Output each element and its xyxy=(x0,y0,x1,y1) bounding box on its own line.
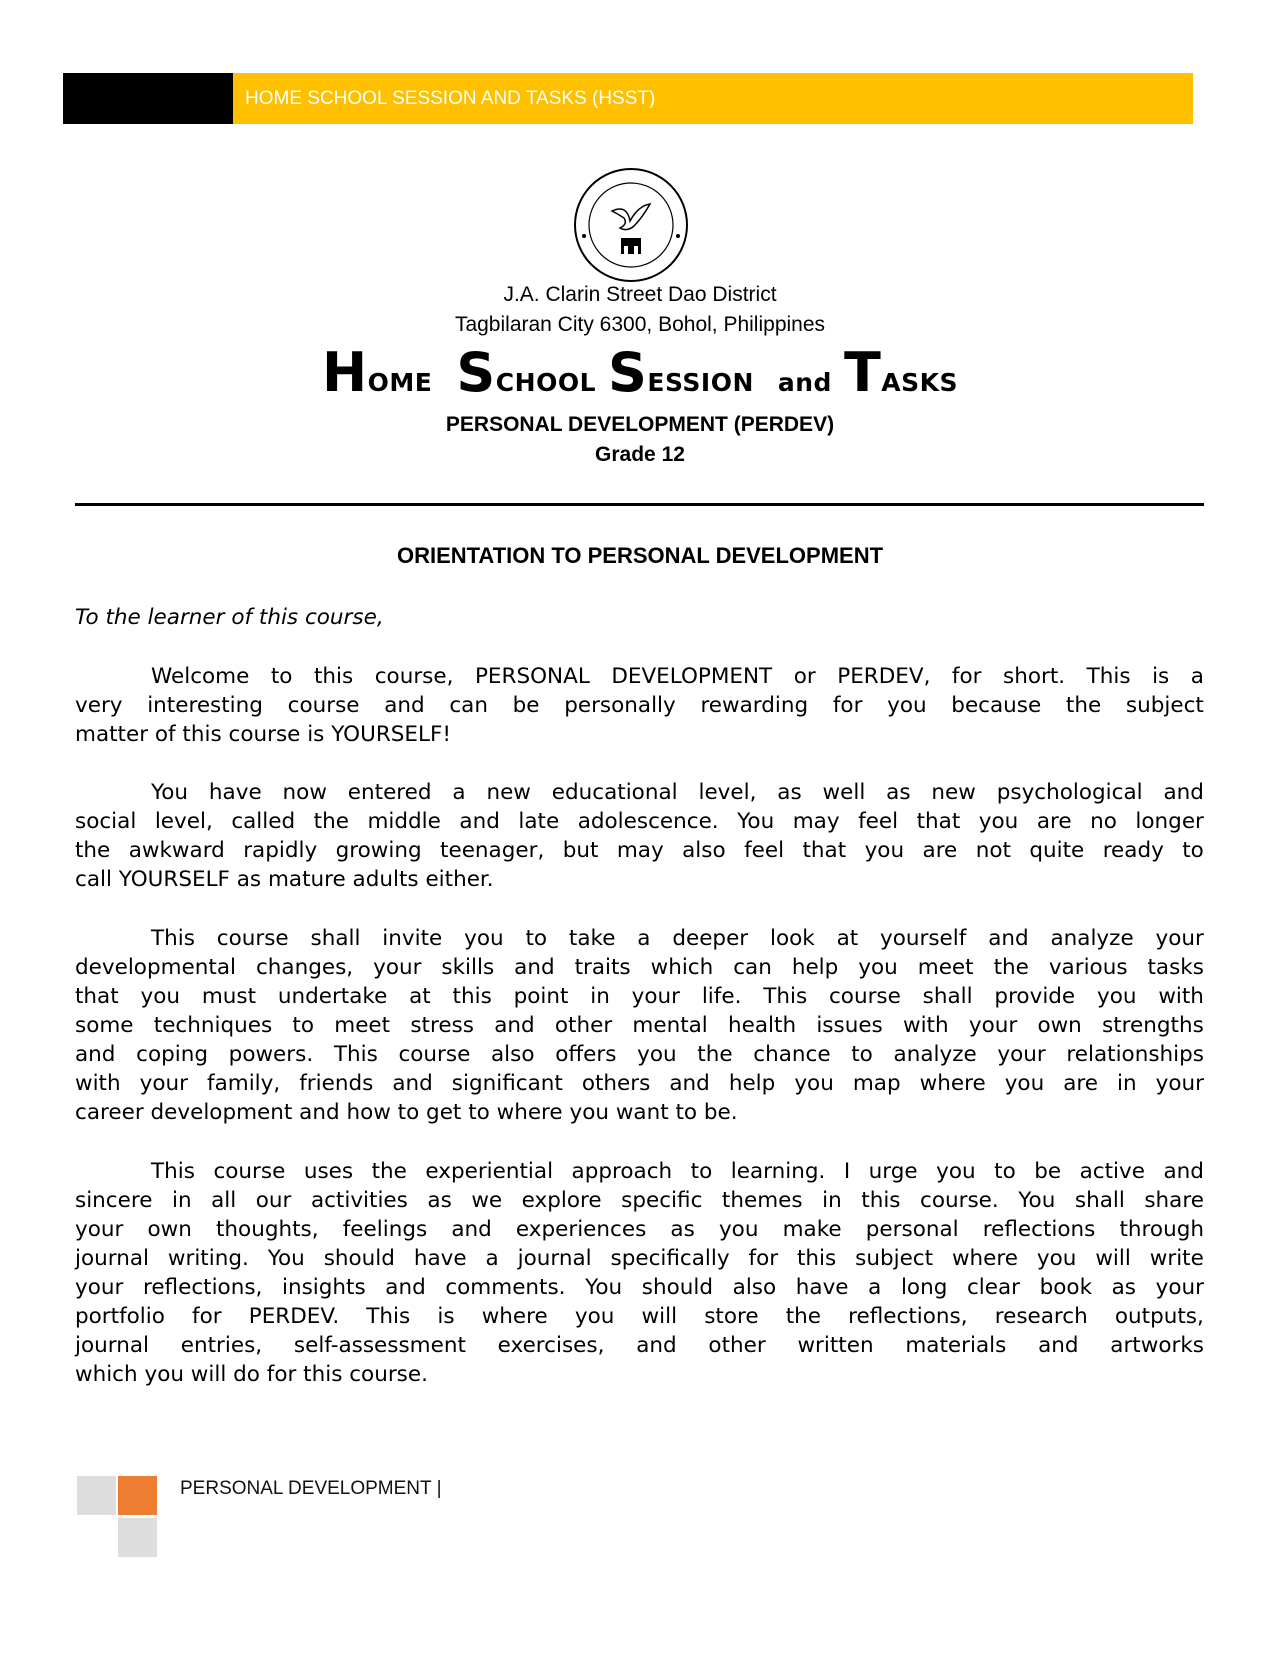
paragraph-line: matter of this course is YOURSELF! xyxy=(75,722,451,747)
footer-square-gray xyxy=(118,1518,157,1557)
document-title xyxy=(0,341,1280,404)
paragraph-line: which you will do for this course. xyxy=(75,1362,428,1387)
paragraph-line: that you must undertake at this point in your life. This course shall provide you with xyxy=(75,984,1204,1009)
paragraph-line: very interesting course and can be personally rewarding for you because the subject xyxy=(75,693,1204,718)
paragraph-line: some techniques to meet stress and other mental health issues with your own strengths xyxy=(75,1013,1204,1038)
footer-square-gray xyxy=(77,1476,116,1515)
paragraph-line: journal writing. You should have a journal specifically for this subject where you will write xyxy=(75,1246,1204,1271)
address-line-1: J.A. Clarin Street Dao District xyxy=(503,283,777,306)
salutation: To the learner of this course, xyxy=(75,605,384,630)
paragraph xyxy=(75,924,1204,1127)
paragraph-line: This course shall invite you to take a deeper look at yourself and analyze your xyxy=(151,926,1204,951)
paragraph-line: portfolio for PERDEV. This is where you will store the reflections, research outputs, xyxy=(75,1304,1204,1329)
paragraph-line: call YOURSELF as mature adults either. xyxy=(75,867,494,892)
section-heading: ORIENTATION TO PERSONAL DEVELOPMENT xyxy=(396,543,884,568)
title-word: TASKS xyxy=(843,341,959,404)
paragraph xyxy=(75,778,1204,894)
footer-label: PERSONAL DEVELOPMENT | xyxy=(180,1478,442,1499)
divider-rule xyxy=(75,503,1204,506)
header-band-label: HOME SCHOOL SESSION AND TASKS (HSST) xyxy=(245,88,656,109)
paragraph-line: with your family, friends and significant others and help you map where you are in your xyxy=(75,1071,1204,1096)
paragraph-line: developmental changes, your skills and traits which can help you meet the various tasks xyxy=(75,955,1204,980)
header-black-block xyxy=(63,73,233,124)
paragraph xyxy=(75,662,1204,749)
address-line-2: Tagbilaran City 6300, Bohol, Philippines xyxy=(454,313,826,336)
paragraph-line: career development and how to get to where you want to be. xyxy=(75,1100,738,1125)
paragraph-line: and coping powers. This course also offers you the chance to analyze your relationships xyxy=(75,1042,1204,1067)
grade-level: Grade 12 xyxy=(595,443,685,466)
title-word: SESSION xyxy=(608,341,754,404)
paragraph-line: sincere in all our activities as we explore specific themes in this course. You shall share xyxy=(75,1188,1204,1213)
school-seal-logo xyxy=(572,166,690,284)
paragraph-line: You have now entered a new educational level, as well as new psychological and xyxy=(151,780,1204,805)
paragraph xyxy=(75,1157,1204,1389)
title-word: HOME xyxy=(321,341,433,404)
footer-square-orange xyxy=(118,1476,157,1515)
paragraph-line: your reflections, insights and comments. You should also have a long clear book as your xyxy=(75,1275,1204,1300)
title-word: and xyxy=(777,368,832,397)
paragraph-line: journal entries, self-assessment exercises, and other written materials and artworks xyxy=(75,1333,1204,1358)
paragraph-line: social level, called the middle and late adolescence. You may feel that you are no longer xyxy=(75,809,1204,834)
title-word: SCHOOL xyxy=(456,341,597,404)
paragraph-line: your own thoughts, feelings and experiences as you make personal reflections through xyxy=(75,1217,1204,1242)
paragraph-line: Welcome to this course, PERSONAL DEVELOPMENT or PERDEV, for short. This is a xyxy=(151,664,1204,689)
paragraph-line: This course uses the experiential approach to learning. I urge you to be active and xyxy=(151,1159,1204,1184)
paragraph-line: the awkward rapidly growing teenager, but may also feel that you are not quite ready to xyxy=(75,838,1204,863)
header-band xyxy=(233,73,1193,124)
subject-title: PERSONAL DEVELOPMENT (PERDEV) xyxy=(445,413,835,436)
